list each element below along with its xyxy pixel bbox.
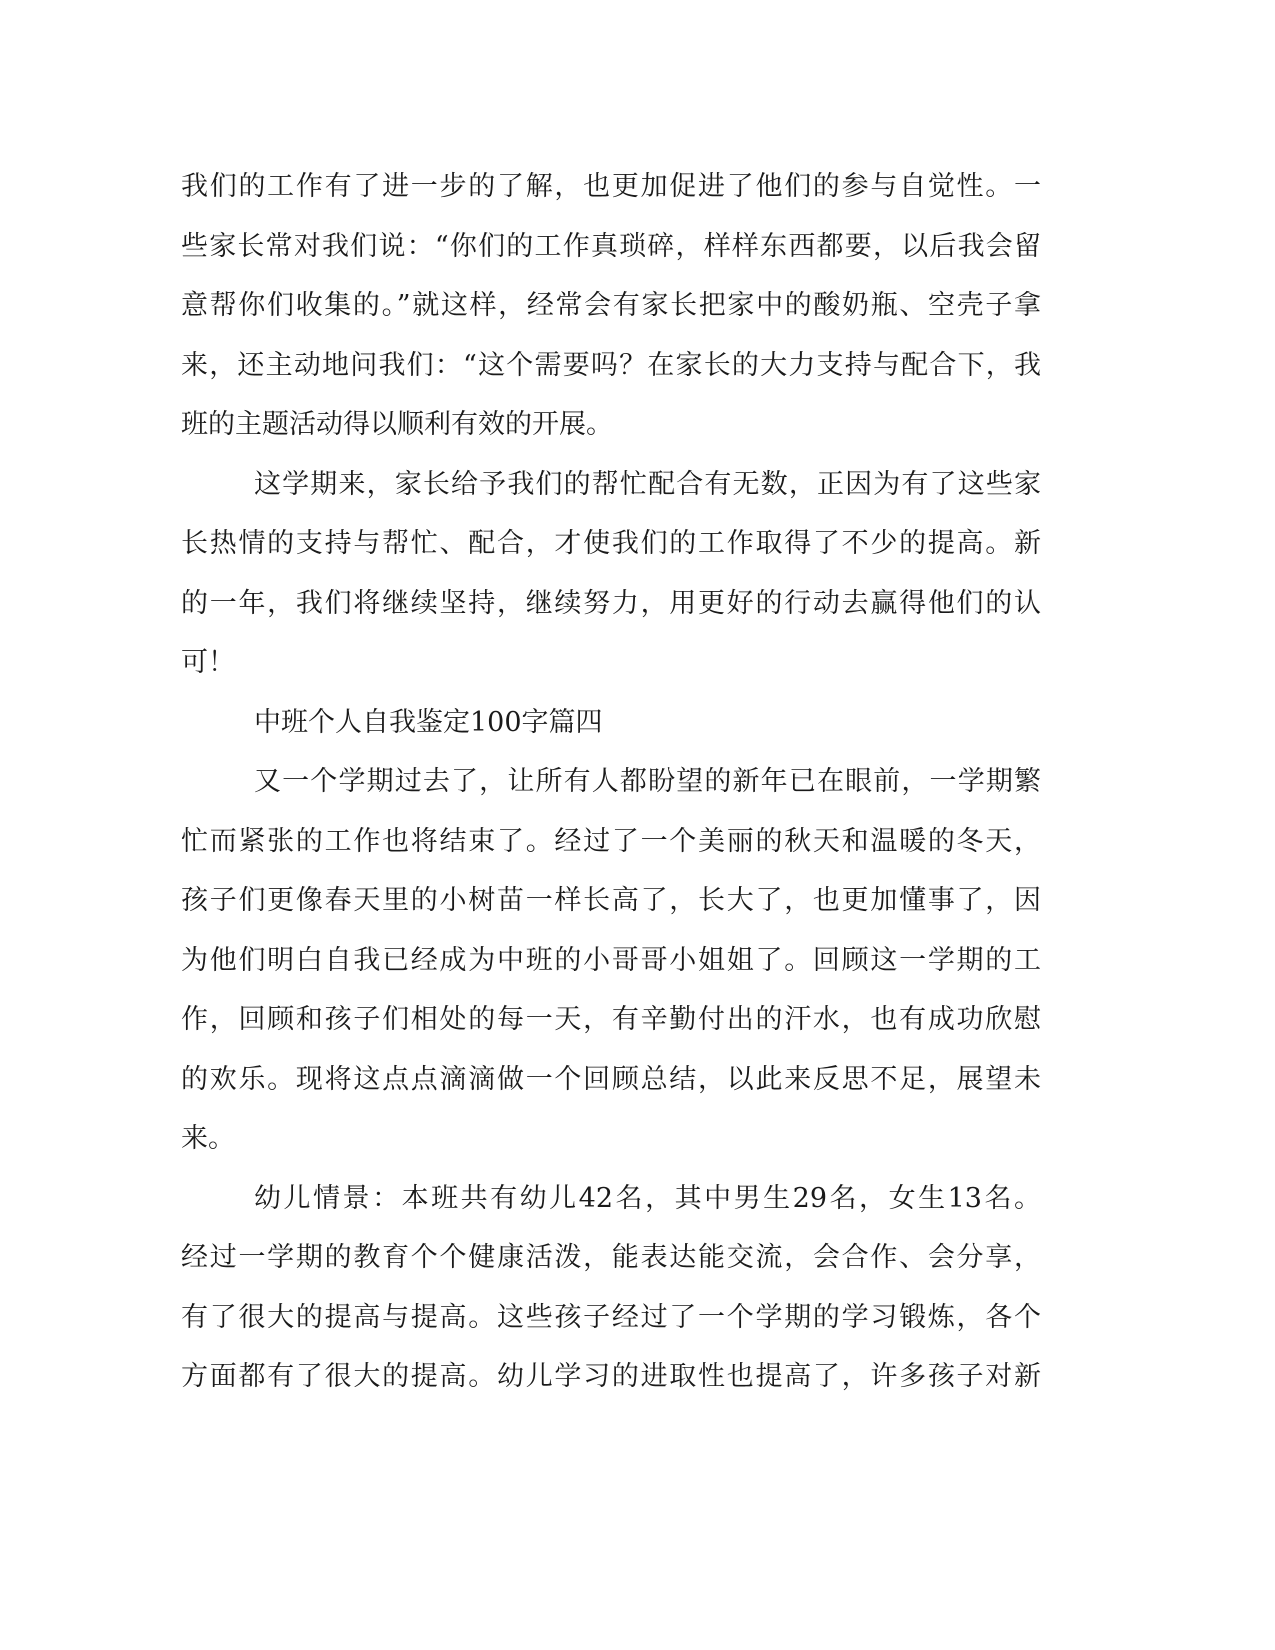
text-line: 经过一学期的教育个个健康活泼，能表达能交流，会合作、会分享， (181, 1242, 1041, 1273)
text-line: 忙而紧张的工作也将结束了。经过了一个美丽的秋天和温暖的冬天， (181, 825, 1041, 857)
text-line: 为他们明白自我已经成为中班的小哥哥小姐姐了。回顾这一学期的工 (181, 944, 1041, 976)
text-line: 长热情的支持与帮忙、配合，才使我们的工作取得了不少的提高。新 (181, 528, 1041, 559)
text-line: 的一年，我们将继续坚持，继续努力，用更好的行动去赢得他们的认 (181, 587, 1041, 619)
paragraph (181, 455, 1041, 693)
text-line: 些家长常对我们说：“你们的工作真琐碎，样样东西都要，以后我会留 (181, 230, 1041, 262)
heading-text: 中班个人自我鉴定100字篇四 (254, 706, 603, 738)
text-line: 方面都有了很大的提高。幼儿学习的进取性也提高了，许多孩子对新 (181, 1361, 1041, 1392)
paragraph (181, 752, 1041, 1169)
text-line: 我们的工作有了进一步的了解，也更加促进了他们的参与自觉性。一 (181, 171, 1041, 202)
text-line: 幼儿情景：本班共有幼儿42名，其中男生29名，女生13名。 (254, 1182, 1041, 1214)
text-line: 班的主题活动得以顺利有效的开展。 (181, 409, 613, 440)
document-body (181, 157, 1041, 1407)
text-line: 来，还主动地问我们：“这个需要吗？在家长的大力支持与配合下，我 (181, 349, 1041, 381)
paragraph (181, 1169, 1041, 1407)
text-line: 作，回顾和孩子们相处的每一天，有辛勤付出的汗水，也有成功欣慰 (181, 1004, 1041, 1035)
text-line: 意帮你们收集的。”就这样，经常会有家长把家中的酸奶瓶、空壳子拿 (181, 290, 1041, 321)
text-line: 又一个学期过去了，让所有人都盼望的新年已在眼前，一学期繁 (254, 766, 1041, 797)
text-line: 这学期来，家长给予我们的帮忙配合有无数，正因为有了这些家 (254, 468, 1041, 500)
paragraph (181, 157, 1041, 455)
text-line: 的欢乐。现将这点点滴滴做一个回顾总结，以此来反思不足，展望未 (181, 1063, 1041, 1095)
text-line: 孩子们更像春天里的小树苗一样长高了，长大了，也更加懂事了，因 (181, 885, 1041, 916)
text-line: 有了很大的提高与提高。这些孩子经过了一个学期的学习锻炼，各个 (181, 1301, 1041, 1333)
text-line: 来。 (181, 1123, 235, 1154)
section-heading (181, 693, 1041, 753)
text-line: 可！ (181, 647, 235, 678)
